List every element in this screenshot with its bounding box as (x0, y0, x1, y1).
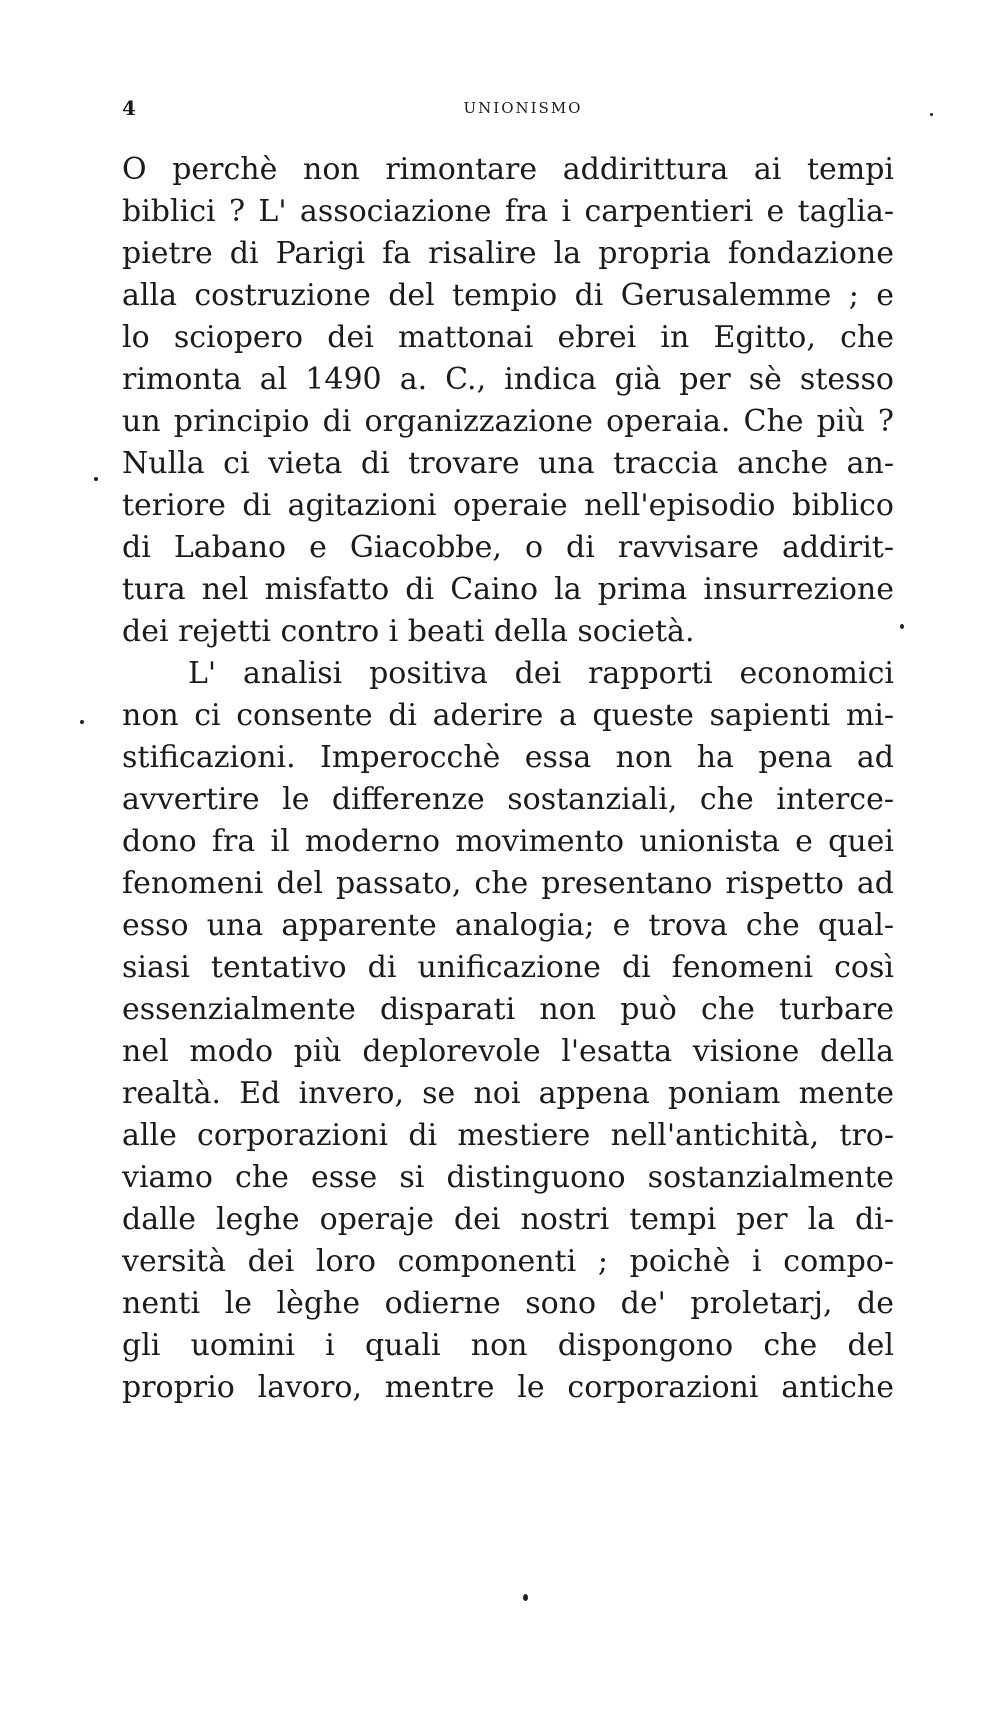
scan-speck (900, 624, 904, 629)
text-line: siasi tentativo di unificazione di fenomeni così (122, 950, 894, 985)
text-line: Nulla ci vieta di trovare una traccia anche an- (122, 446, 894, 481)
text-line: essenzialmente disparati non può che turbare (122, 992, 894, 1027)
body-text (122, 149, 894, 1409)
text-line: di Labano e Giacobbe, o di ravvisare addirit- (122, 530, 894, 565)
text-line: dono fra il moderno movimento unionista e quei (122, 824, 894, 859)
text-line: alle corporazioni di mestiere nell'antichità, tro- (122, 1118, 894, 1153)
scan-speck (94, 477, 98, 481)
text-line: esso una apparente analogia; e trova che qual- (122, 908, 894, 943)
text-line: proprio lavoro, mentre le corporazioni antiche (122, 1370, 894, 1405)
scan-speck (80, 720, 84, 724)
text-line: biblici ? L' associazione fra i carpentieri e taglia- (122, 194, 894, 229)
text-line: lo sciopero dei mattonai ebrei in Egitto, che (122, 320, 894, 355)
scan-speck (930, 113, 933, 116)
text-line: un principio di organizzazione operaia. Che più ? (122, 404, 894, 439)
text-line: tura nel misfatto di Caino la prima insurrezione (122, 572, 894, 607)
text-line: fenomeni del passato, che presentano rispetto ad (122, 866, 894, 901)
text-line: stificazioni. Imperocchè essa non ha pena ad (122, 740, 894, 775)
text-line: versità dei loro componenti ; poichè i compo- (122, 1244, 894, 1279)
text-line: rimonta al 1490 a. C., indica già per sè stesso (122, 362, 894, 397)
text-line: alla costruzione del tempio di Gerusalemme ; e (122, 278, 894, 313)
text-line: nenti le lèghe odierne sono de' proletarj, de (122, 1286, 894, 1321)
text-line: teriore di agitazioni operaie nell'episodio biblico (122, 488, 894, 523)
text-line: realtà. Ed invero, se noi appena poniam mente (122, 1076, 894, 1111)
running-header (122, 96, 894, 120)
text-line: dei rejetti contro i beati della società. (122, 614, 695, 649)
text-line: gli uomini i quali non dispongono che del (122, 1328, 894, 1363)
text-line: non ci consente di aderire a queste sapienti mi- (122, 698, 894, 733)
scan-speck (523, 1594, 528, 1601)
paragraph-first-line: L' analisi positiva dei rapporti economici (188, 656, 894, 691)
text-line: dalle leghe operaje dei nostri tempi per la di- (122, 1202, 894, 1237)
text-line: pietre di Parigi fa risalire la propria fondazione (122, 236, 894, 271)
text-line: avvertire le differenze sostanziali, che interce- (122, 782, 894, 817)
running-title: UNIONISMO (463, 99, 583, 117)
text-line: viamo che esse si distinguono sostanzialmente (122, 1160, 894, 1195)
text-line: nel modo più deplorevole l'esatta visione della (122, 1034, 894, 1069)
text-line: O perchè non rimontare addirittura ai tempi (122, 152, 894, 187)
page-number: 4 (122, 96, 136, 120)
